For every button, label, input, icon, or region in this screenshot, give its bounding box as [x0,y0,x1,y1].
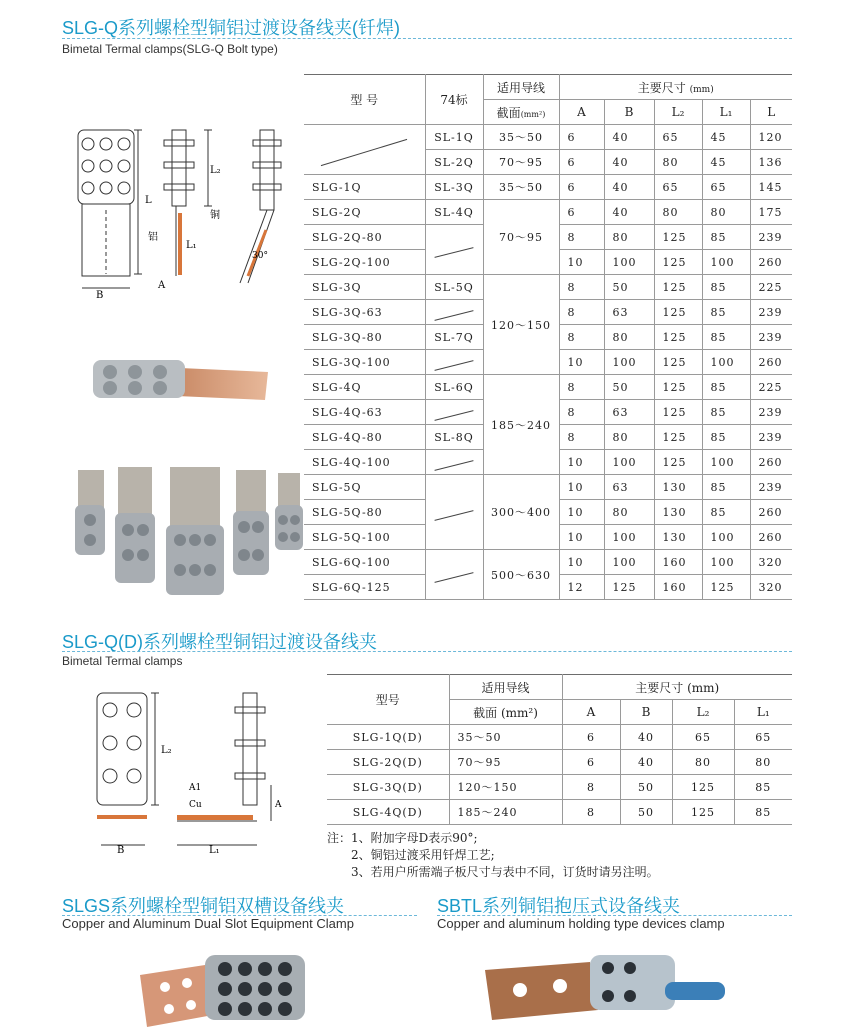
cell-l1: 100 [702,550,750,575]
cell-section: 70～95 [483,150,559,175]
cell-model: SLG-4Q [304,375,425,400]
cell-l2: 65 [654,175,702,200]
cell-l1: 85 [702,375,750,400]
cell-std74: SL-1Q [425,125,483,150]
diagonal-slash [434,310,473,321]
cell-a: 6 [562,750,620,775]
cell-l1: 85 [702,325,750,350]
section3-subtitle: Copper and Aluminum Dual Slot Equipment Clamp [62,916,354,931]
cell-model: SLG-2Q-80 [304,225,425,250]
cell-a: 8 [559,225,604,250]
cell-l2: 125 [654,250,702,275]
cell-l: 136 [750,150,792,175]
copper-strip-side [177,815,253,820]
cell-model: SLG-5Q-100 [304,525,425,550]
cell-b: 100 [604,525,654,550]
cell-l1: 85 [702,275,750,300]
cell-b: 40 [604,150,654,175]
cell-l2: 65 [654,125,702,150]
cell-model: SLG-2Q-100 [304,250,425,275]
cell-l1: 80 [702,200,750,225]
cell-l1: 85 [702,500,750,525]
cell-b: 80 [604,325,654,350]
cell-l2: 160 [654,550,702,575]
cell-std74: SL-4Q [425,200,483,225]
cell-b: 63 [604,300,654,325]
table-row [304,550,792,575]
cell-section: 120～150 [449,775,562,800]
cell-a: 6 [559,175,604,200]
section1-subtitle: Bimetal Termal clamps(SLG-Q Bolt type) [62,42,278,56]
cell-b: 80 [604,225,654,250]
cell-l2: 125 [654,400,702,425]
cell-model: SLG-3Q-80 [304,325,425,350]
cell-b: 40 [604,125,654,150]
cell-a: 8 [562,800,620,825]
cell-a: 10 [559,500,604,525]
cell-l2: 125 [654,225,702,250]
cell-l2: 130 [654,525,702,550]
cell-l1: 85 [734,800,792,825]
cell-model: SLG-1Q [304,175,425,200]
cell-b: 40 [604,175,654,200]
cell-model: SLG-2Q(D) [327,750,449,775]
cell-l1: 85 [702,400,750,425]
cell-a: 8 [559,400,604,425]
cell-l: 120 [750,125,792,150]
cell-l2: 125 [654,275,702,300]
cell-b: 63 [604,475,654,500]
dim-label-l2: L₂ [161,745,172,756]
cell-a: 8 [562,775,620,800]
cell-b: 80 [604,500,654,525]
dim-label-a: A [158,280,166,291]
header-section: 适用导线 [483,75,559,100]
dim-label-b: B [96,290,104,301]
cell-l: 260 [750,350,792,375]
copper-strip [178,213,182,275]
cell-b: 100 [604,450,654,475]
section1-spec-table [304,74,792,600]
cell-model: SLG-4Q(D) [327,800,449,825]
cell-l1: 65 [702,175,750,200]
dim-label-l1: L₁ [186,240,197,251]
cell-l2: 130 [654,475,702,500]
cell-section: 70～95 [483,200,559,275]
section3-product-photo [135,945,315,1030]
diagonal-slash [434,460,473,471]
cell-l1: 65 [734,725,792,750]
cell-std74-blank [425,475,483,550]
cell-section: 35～50 [483,125,559,150]
cell-l1: 125 [702,575,750,600]
cell-l: 260 [750,525,792,550]
cell-b: 63 [604,400,654,425]
cell-model: SLG-2Q [304,200,425,225]
cell-section: 35～50 [449,725,562,750]
cell-section: 185～240 [449,800,562,825]
section1-product-photo-1 [85,350,270,410]
section1-title: SLG-Q系列螺栓型铜铝过渡设备线夹(钎焊) [62,18,400,38]
dim-label-l: L [145,195,152,206]
cell-l2: 125 [654,375,702,400]
cell-model: SLG-3Q [304,275,425,300]
cell-model: SLG-1Q(D) [327,725,449,750]
diagonal-slash [321,139,407,166]
cell-a: 12 [559,575,604,600]
cell-l2: 125 [654,325,702,350]
cell-a: 10 [559,525,604,550]
section1-technical-drawing [60,118,300,303]
cell-l: 175 [750,200,792,225]
section4-title: SBTL系列铜铝抱压式设备线夹 [437,896,681,916]
cell-model: SLG-3Q(D) [327,775,449,800]
header-l2: L₂ [672,700,734,725]
diagonal-slash [434,360,473,371]
cell-l1: 100 [702,525,750,550]
diagonal-slash [434,510,473,521]
header-b: B [604,100,654,125]
header-model: 型 号 [304,75,425,125]
cell-a: 10 [559,475,604,500]
header-main-dims: 主要尺寸 (mm) [562,675,792,700]
cell-l2: 125 [672,775,734,800]
table-row [327,750,792,775]
cell-l: 239 [750,425,792,450]
header-section: 适用导线 [449,675,562,700]
cell-l1: 85 [702,225,750,250]
dim-label-l1: L₁ [209,845,220,856]
cell-a: 6 [559,125,604,150]
cell-b: 50 [620,800,672,825]
cell-l: 239 [750,400,792,425]
cell-l1: 80 [734,750,792,775]
note-2: 2、铜铝过渡采用钎焊工艺; [351,848,495,862]
section3-title: SLGS系列螺栓型铜铝双槽设备线夹 [62,896,345,916]
cell-std74: SL-8Q [425,425,483,450]
cell-l1: 85 [702,425,750,450]
table-row [327,725,792,750]
table-row [304,275,792,300]
label-cu: Cu [189,800,202,810]
cell-b: 100 [604,550,654,575]
header-a: A [559,100,604,125]
cell-l2: 80 [654,200,702,225]
cell-l: 320 [750,575,792,600]
cell-model: SLG-4Q-80 [304,425,425,450]
cell-section: 300～400 [483,475,559,550]
cell-model: SLG-3Q-63 [304,300,425,325]
section2-title: SLG-Q(D)系列螺栓型铜铝过渡设备线夹 [62,632,377,652]
cell-l2: 125 [654,450,702,475]
cell-a: 6 [562,725,620,750]
cell-model: SLG-6Q-100 [304,550,425,575]
dim-label-a: A [275,800,282,810]
cell-section: 185～240 [483,375,559,475]
cell-section: 120～150 [483,275,559,375]
header-section-area: 截面(mm²) [483,100,559,125]
cell-section: 500～630 [483,550,559,600]
cell-model: SLG-4Q-100 [304,450,425,475]
cell-model: SLG-5Q-80 [304,500,425,525]
cell-l2: 65 [672,725,734,750]
cell-b: 50 [620,775,672,800]
cell-std74-blank [425,450,483,475]
cell-l1: 85 [702,300,750,325]
cell-std74-blank [425,550,483,600]
cell-l: 145 [750,175,792,200]
section4-subtitle: Copper and aluminum holding type devices clamp [437,916,725,931]
cell-std74-blank [425,300,483,325]
cell-a: 10 [559,250,604,275]
cell-l1: 100 [702,350,750,375]
section1-product-photo-2 [70,465,305,600]
table-row [304,175,792,200]
header-a: A [562,700,620,725]
cell-std74: SL-3Q [425,175,483,200]
cell-l2: 130 [654,500,702,525]
cell-b: 50 [604,375,654,400]
header-l2: L₂ [654,100,702,125]
cell-a: 10 [559,550,604,575]
cell-l: 239 [750,325,792,350]
cell-a: 6 [559,150,604,175]
cell-a: 6 [559,200,604,225]
cell-l2: 125 [654,425,702,450]
cell-l: 260 [750,450,792,475]
header-main-dims: 主要尺寸 (mm) [559,75,792,100]
cell-l1: 100 [702,450,750,475]
cell-l2: 125 [654,300,702,325]
cell-l2: 160 [654,575,702,600]
cell-std74-blank [425,225,483,275]
table-row [327,775,792,800]
angle-label: 30° [252,251,268,261]
table-row [304,475,792,500]
diagonal-slash [434,410,473,421]
cell-l2: 80 [654,150,702,175]
cell-b: 80 [604,425,654,450]
cell-l1: 100 [702,250,750,275]
section2-rule [62,651,792,652]
cell-l1: 85 [702,475,750,500]
section4-product-photo [480,940,730,1030]
table-row [327,800,792,825]
cell-b: 40 [620,725,672,750]
cell-a: 8 [559,375,604,400]
diagonal-slash [434,247,473,258]
cell-l: 239 [750,300,792,325]
dim-label-l2: L₂ [210,165,221,176]
cell-std74: SL-5Q [425,275,483,300]
cell-model: SLG-5Q [304,475,425,500]
cell-l2: 125 [672,800,734,825]
cell-b: 125 [604,575,654,600]
section2-subtitle: Bimetal Termal clamps [62,654,183,668]
cell-b: 40 [604,200,654,225]
cell-b: 100 [604,250,654,275]
table-row [304,375,792,400]
cell-a: 10 [559,350,604,375]
cell-b: 50 [604,275,654,300]
table-row [304,200,792,225]
notes-block [327,830,659,881]
cell-model-blank [304,125,425,175]
cell-std74: SL-6Q [425,375,483,400]
section2-technical-drawing [85,685,300,860]
table-row [304,125,792,150]
header-l1: L₁ [734,700,792,725]
header-section-area: 截面 (mm²) [449,700,562,725]
cell-l2: 80 [672,750,734,775]
cell-model: SLG-6Q-125 [304,575,425,600]
dim-label-b: B [117,845,125,856]
cell-b: 40 [620,750,672,775]
cell-a: 8 [559,275,604,300]
cell-a: 8 [559,325,604,350]
label-a1: A1 [189,783,202,793]
cell-b: 100 [604,350,654,375]
cell-a: 10 [559,450,604,475]
note-1: 注：1、附加字母D表示90°; [327,831,478,845]
cell-l1: 45 [702,150,750,175]
header-b: B [620,700,672,725]
cell-std74: SL-2Q [425,150,483,175]
label-copper: 铜 [210,210,220,221]
cell-l: 225 [750,275,792,300]
cell-a: 8 [559,300,604,325]
header-model: 型号 [327,675,449,725]
note-3: 3、若用户所需端子板尺寸与表中不同，订货时请另注明。 [351,865,659,879]
cell-l: 225 [750,375,792,400]
cell-l: 239 [750,475,792,500]
cell-a: 8 [559,425,604,450]
cell-l1: 45 [702,125,750,150]
cell-l: 320 [750,550,792,575]
cell-std74: SL-7Q [425,325,483,350]
cell-l1: 85 [734,775,792,800]
diagonal-slash [434,572,473,583]
section2-spec-table [327,674,792,825]
label-aluminum: 铝 [148,232,158,243]
section1-rule [62,38,792,39]
cell-model: SLG-3Q-100 [304,350,425,375]
cell-l2: 125 [654,350,702,375]
cell-l: 260 [750,500,792,525]
cell-section: 35～50 [483,175,559,200]
copper-strip-front [97,815,147,819]
cell-std74-blank [425,400,483,425]
cell-model: SLG-4Q-63 [304,400,425,425]
header-l1: L₁ [702,100,750,125]
header-std74: 74标 [425,75,483,125]
cell-l: 239 [750,225,792,250]
header-l: L [750,100,792,125]
cell-std74-blank [425,350,483,375]
cell-l: 260 [750,250,792,275]
cell-section: 70～95 [449,750,562,775]
